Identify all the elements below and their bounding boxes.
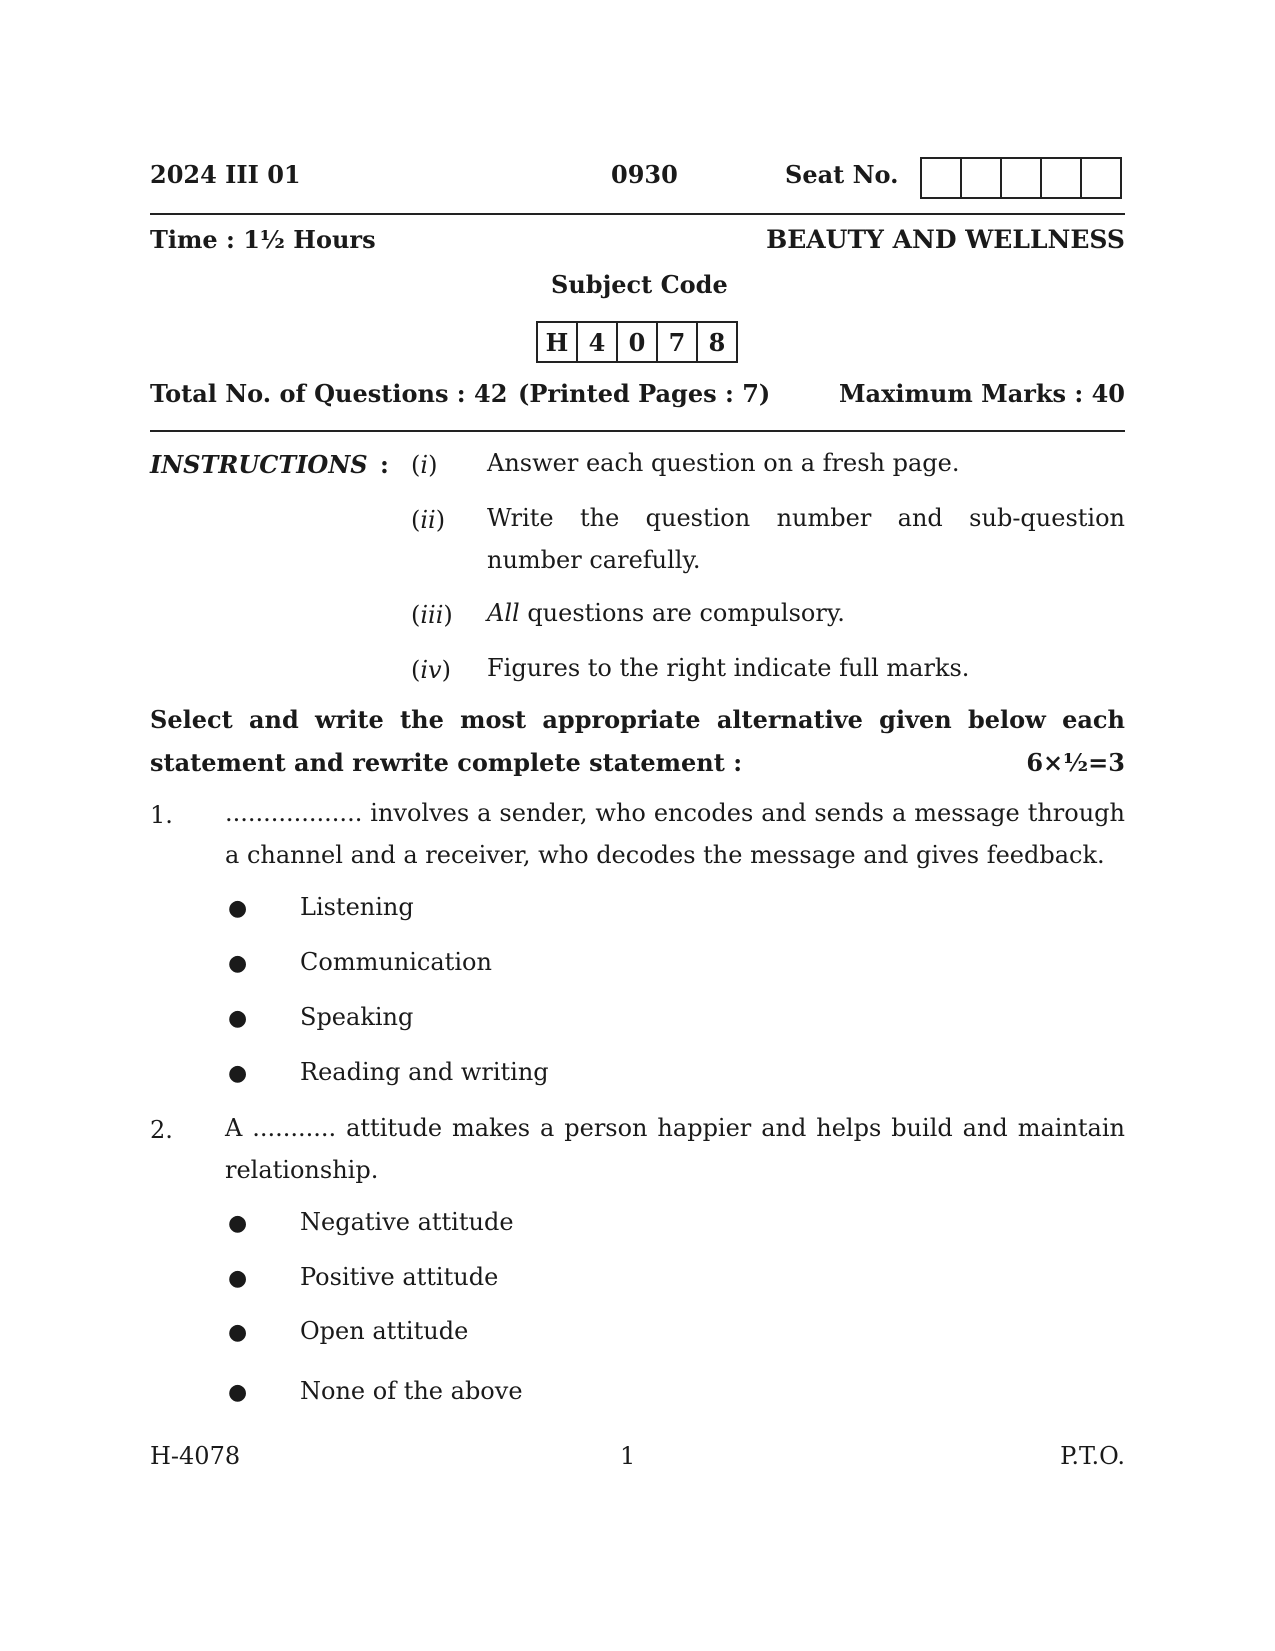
maximum-marks: Maximum Marks : 40 bbox=[838, 379, 1125, 408]
instruction-number: (iv) bbox=[411, 656, 451, 684]
seat-box[interactable] bbox=[1042, 159, 1082, 197]
instruction-number: (ii) bbox=[411, 506, 446, 534]
bullet-icon: ● bbox=[228, 1211, 248, 1236]
instruction-number: (i) bbox=[411, 451, 438, 479]
question-number: 1. bbox=[150, 801, 173, 829]
question-text: .................. involves a sender, who encodes and sends a message through a channel and a receiver, who decodes the message and gives feedback. bbox=[225, 799, 1125, 869]
subject-code-label: Subject Code bbox=[551, 270, 728, 299]
header-rule-bottom bbox=[150, 430, 1125, 432]
bullet-icon: ● bbox=[228, 1006, 248, 1031]
seat-box[interactable] bbox=[962, 159, 1002, 197]
exam-code: 2024 III 01 bbox=[150, 160, 301, 189]
question-text: A ........... attitude makes a person happier and helps build and maintain relationship. bbox=[225, 1114, 1125, 1184]
seat-box[interactable] bbox=[1002, 159, 1042, 197]
instruction-text: Write the question number and sub-question number carefully. bbox=[487, 504, 1125, 574]
option-item: ● Positive attitude bbox=[228, 1263, 499, 1291]
bullet-icon: ● bbox=[228, 1320, 248, 1345]
seat-number-label: Seat No. bbox=[785, 160, 899, 189]
seat-box[interactable] bbox=[1082, 159, 1120, 197]
section-heading-line1: Select and write the most appropriate alternative given below each bbox=[150, 705, 1125, 734]
section-heading-line2: statement and rewrite complete statement : bbox=[150, 748, 743, 777]
instruction-number: (iii) bbox=[411, 601, 453, 629]
bullet-icon: ● bbox=[228, 1061, 248, 1086]
subject-code-char: H bbox=[538, 323, 578, 361]
subject-code-char: 7 bbox=[658, 323, 698, 361]
option-item: ● Negative attitude bbox=[228, 1208, 514, 1236]
time-allowed: Time : 1½ Hours bbox=[150, 225, 376, 254]
option-item: ● Speaking bbox=[228, 1003, 414, 1031]
paper-number: 0930 bbox=[611, 160, 678, 189]
footer-pto: P.T.O. bbox=[1060, 1442, 1125, 1470]
option-item: ● None of the above bbox=[228, 1377, 523, 1405]
section-marks: 6×½=3 bbox=[1026, 748, 1125, 777]
footer-paper-code: H-4078 bbox=[150, 1442, 241, 1470]
subject-code-char: 4 bbox=[578, 323, 618, 361]
option-item: ● Open attitude bbox=[228, 1317, 469, 1345]
option-item: ● Listening bbox=[228, 893, 414, 921]
instructions-colon: : bbox=[380, 450, 389, 479]
option-item: ● Reading and writing bbox=[228, 1058, 549, 1086]
instruction-text: All questions are compulsory. bbox=[487, 599, 845, 627]
instruction-text: Figures to the right indicate full marks. bbox=[487, 654, 970, 682]
seat-number-boxes[interactable] bbox=[920, 157, 1122, 199]
subject-code-char: 8 bbox=[708, 327, 726, 357]
subject-title: BEAUTY AND WELLNESS bbox=[766, 225, 1125, 254]
bullet-icon: ● bbox=[228, 1266, 248, 1291]
bullet-icon: ● bbox=[228, 951, 248, 976]
option-item: ● Communication bbox=[228, 948, 492, 976]
printed-pages: (Printed Pages : 7) bbox=[518, 379, 771, 408]
total-questions: Total No. of Questions : 42 bbox=[150, 379, 508, 408]
subject-code-boxes bbox=[536, 321, 738, 363]
footer-page-number: 1 bbox=[620, 1442, 636, 1470]
header-rule-top bbox=[150, 213, 1125, 215]
seat-box[interactable] bbox=[922, 159, 962, 197]
bullet-icon: ● bbox=[228, 896, 248, 921]
instructions-label: INSTRUCTIONS bbox=[150, 450, 368, 479]
subject-code-char: 0 bbox=[618, 323, 658, 361]
bullet-icon: ● bbox=[228, 1380, 248, 1405]
question-number: 2. bbox=[150, 1116, 173, 1144]
instruction-text: Answer each question on a fresh page. bbox=[487, 449, 960, 477]
